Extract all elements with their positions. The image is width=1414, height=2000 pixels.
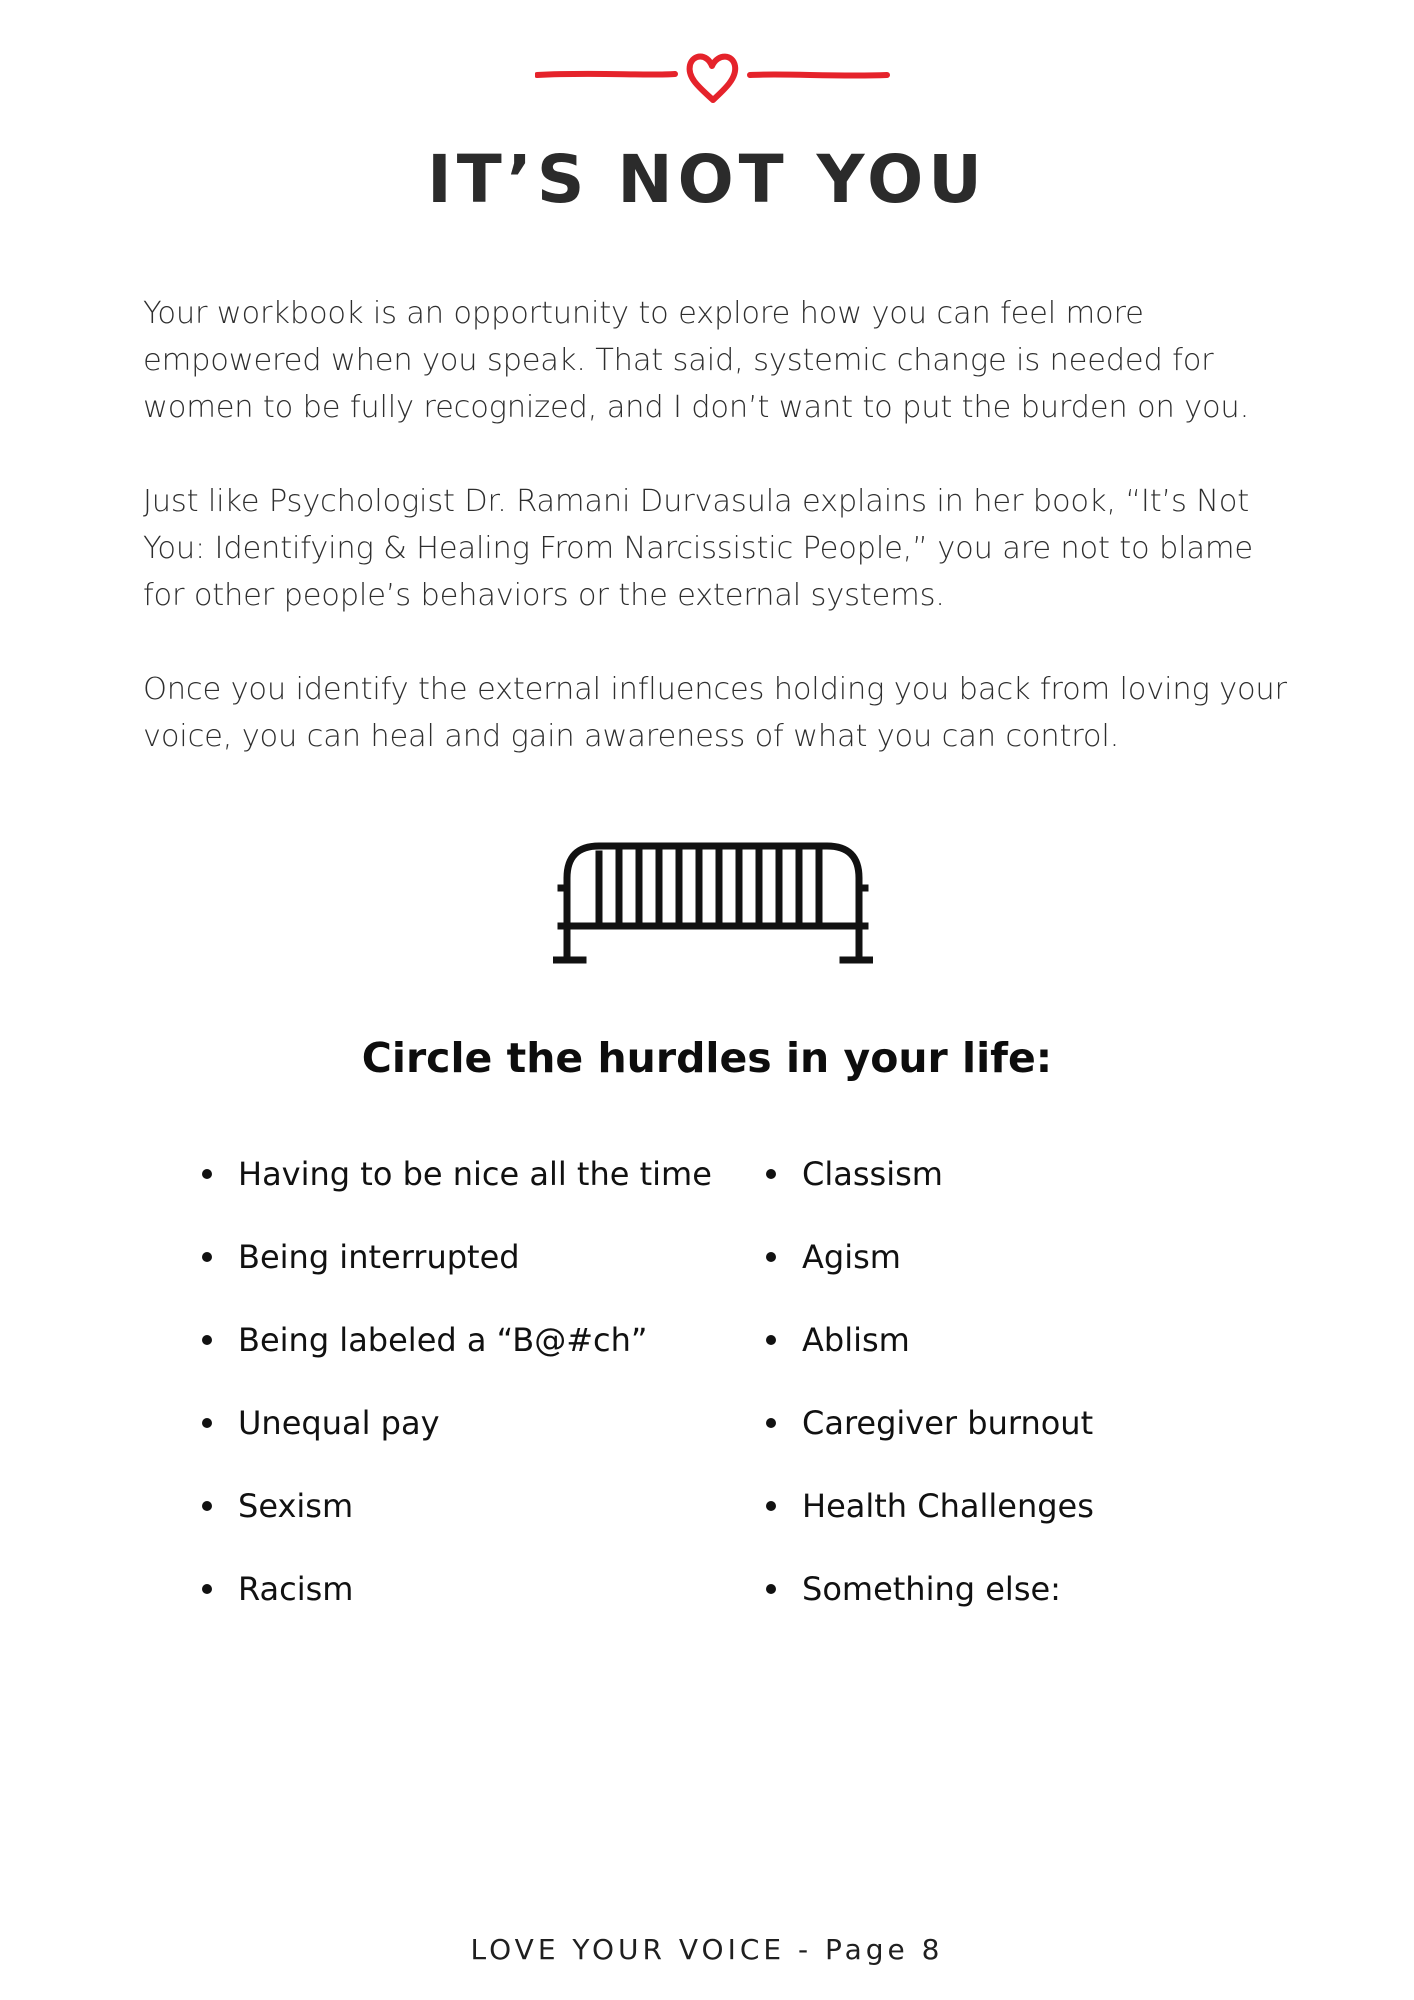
bullet-icon — [202, 1584, 212, 1594]
bullet-icon — [202, 1418, 212, 1428]
list-item-label: Health Challenges — [802, 1487, 1094, 1525]
list-item-label: Ablism — [802, 1321, 910, 1359]
bullet-icon — [202, 1252, 212, 1262]
hurdles-heading: Circle the hurdles in your life: — [361, 1034, 1053, 1082]
list-item — [760, 1559, 1094, 1642]
list-item — [760, 1476, 1094, 1559]
list-item-label: Something else: — [802, 1570, 1061, 1608]
bullet-icon — [202, 1501, 212, 1511]
list-item-label: Caregiver burnout — [802, 1404, 1094, 1442]
list-item — [760, 1393, 1094, 1476]
barrier-icon — [553, 838, 873, 968]
bullet-icon — [766, 1418, 776, 1428]
bullet-icon — [766, 1169, 776, 1179]
bullet-icon — [202, 1169, 212, 1179]
heart-divider-icon — [535, 44, 890, 112]
list-item — [196, 1559, 712, 1642]
list-item — [196, 1227, 712, 1310]
list-item-label: Agism — [802, 1238, 901, 1276]
list-item — [760, 1310, 1094, 1393]
hurdles-list-left — [196, 1144, 712, 1642]
list-item-label: Sexism — [238, 1487, 354, 1525]
closing-paragraph: Once you identify the external influences holding you back from loving your voice, you can heal and gain awareness of what you can control. — [143, 672, 1287, 754]
bullet-icon — [766, 1335, 776, 1345]
list-item-label: Having to be nice all the time — [238, 1155, 712, 1193]
list-item-label: Racism — [238, 1570, 354, 1608]
intro-paragraph: Your workbook is an opportunity to explore how you can feel more empowered when you speak. That said, systemic change is needed for women to be fully recognized, and I don’t want to put the burden on you. — [143, 296, 1250, 425]
list-item — [196, 1144, 712, 1227]
bullet-icon — [766, 1501, 776, 1511]
list-item-label: Being labeled a “B@#ch” — [238, 1321, 648, 1359]
list-item-label: Classism — [802, 1155, 943, 1193]
bullet-icon — [766, 1252, 776, 1262]
page-footer: LOVE YOUR VOICE - Page 8 — [470, 1933, 944, 1966]
list-item — [196, 1310, 712, 1393]
bullet-icon — [766, 1584, 776, 1594]
list-item — [760, 1227, 1094, 1310]
page-title: IT’S NOT YOU — [427, 141, 987, 218]
list-item — [760, 1144, 1094, 1227]
list-item-label: Unequal pay — [238, 1404, 440, 1442]
quote-paragraph: Just like Psychologist Dr. Ramani Durvasula explains in her book, “It’s Not You: Identifying & Healing From Narcissistic People,” you are not to blame for other people’s behaviors or the external systems. — [143, 484, 1253, 613]
hurdles-list-right — [760, 1144, 1094, 1642]
list-item-label: Being interrupted — [238, 1238, 520, 1276]
bullet-icon — [202, 1335, 212, 1345]
list-item — [196, 1476, 712, 1559]
list-item — [196, 1393, 712, 1476]
